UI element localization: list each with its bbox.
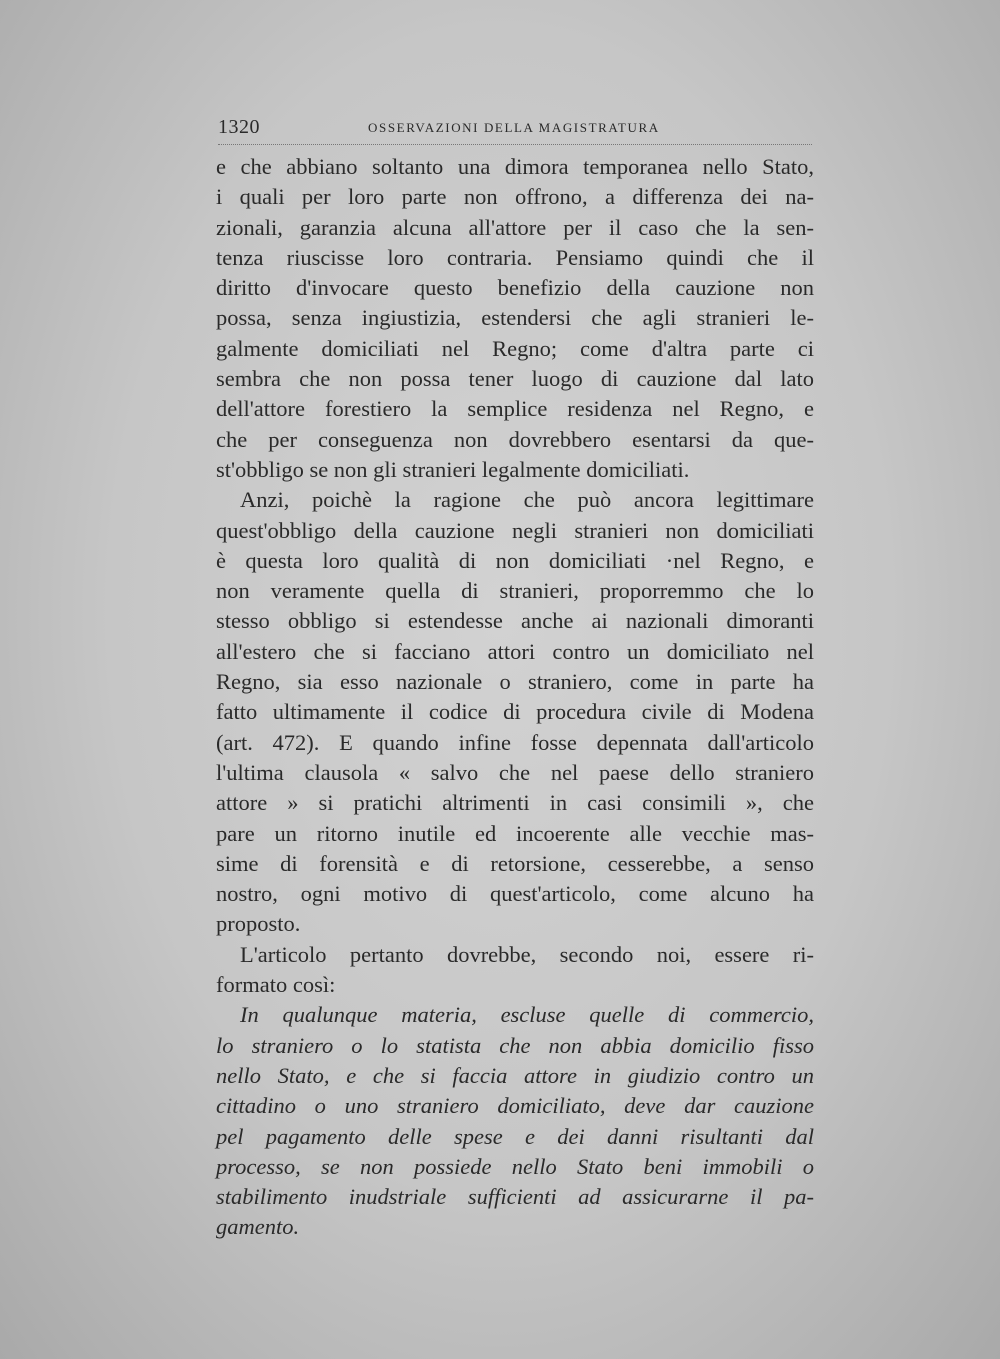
- text-line: quest'obbligo della cauzione negli stranieri non domiciliati: [216, 517, 814, 543]
- text-line: che per conseguenza non dovrebbero esentarsi da que-: [216, 426, 814, 452]
- text-line: i quali per loro parte non offrono, a differenza dei na-: [216, 184, 814, 210]
- quoted-article-line: stabilimento inudstriale sufficienti ad assicurarne il pa-: [216, 1184, 814, 1210]
- text-line: nostro, ogni motivo di quest'articolo, come alcuno ha: [216, 881, 814, 907]
- text-line: formato così:: [216, 972, 336, 998]
- text-line: diritto d'invocare questo benefizio della cauzione non: [216, 275, 814, 301]
- text-line: attore » si pratichi altrimenti in casi consimili », che: [216, 790, 814, 816]
- quoted-article-line: lo straniero o lo statista che non abbia domicilio fisso: [216, 1032, 814, 1058]
- page-number: 1320: [218, 116, 260, 138]
- text-line: è questa loro qualità di non domiciliati ·nel Regno, e: [216, 547, 814, 573]
- text-line: Regno, sia esso nazionale o straniero, come in parte ha: [216, 669, 814, 695]
- text-line: all'estero che si facciano attori contro un domiciliato nel: [216, 638, 814, 664]
- quoted-article-line: cittadino o uno straniero domiciliato, deve dar cauzione: [216, 1093, 814, 1119]
- text-line: tenza riuscisse loro contraria. Pensiamo quindi che il: [216, 244, 814, 270]
- quoted-article-line: pel pagamento delle spese e dei danni risultanti dal: [216, 1123, 814, 1149]
- text-line: Anzi, poichè la ragione che può ancora legittimare: [240, 487, 814, 513]
- text-line: sime di forensità e di retorsione, cesserebbe, a senso: [216, 850, 814, 876]
- quoted-article-line: nello Stato, e che si faccia attore in giudizio contro un: [216, 1062, 814, 1088]
- text-line: l'ultima clausola « salvo che nel paese dello straniero: [216, 759, 814, 785]
- text-line: pare un ritorno inutile ed incoerente alle vecchie mas-: [216, 820, 814, 846]
- page-header: [218, 116, 812, 140]
- quoted-article-line: processo, se non possiede nello Stato beni immobili o: [216, 1153, 814, 1179]
- text-line: fatto ultimamente il codice di procedura civile di Modena: [216, 699, 814, 725]
- text-line: dell'attore forestiero la semplice residenza nel Regno, e: [216, 396, 814, 422]
- body-text: [216, 152, 814, 1243]
- text-line: sembra che non possa tener luogo di cauzione dal lato: [216, 366, 814, 392]
- text-line: e che abbiano soltanto una dimora temporanea nello Stato,: [216, 154, 814, 179]
- text-line: (art. 472). E quando infine fosse depennata dall'articolo: [216, 729, 814, 755]
- quoted-article-line: gamento.: [216, 1214, 300, 1240]
- text-line: proposto.: [216, 911, 301, 937]
- text-line: L'articolo pertanto dovrebbe, secondo noi, essere ri-: [240, 941, 814, 967]
- quoted-article-line: In qualunque materia, escluse quelle di commercio,: [240, 1002, 814, 1028]
- text-line: stesso obbligo si estendesse anche ai nazionali dimoranti: [216, 608, 814, 634]
- text-line: possa, senza ingiustizia, estendersi che agli stranieri le-: [216, 305, 814, 331]
- text-line: galmente domiciliati nel Regno; come d'altra parte ci: [216, 335, 814, 361]
- header-rule: [218, 144, 812, 145]
- text-line: non veramente quella di stranieri, proporremmo che lo: [216, 578, 814, 604]
- text-line: st'obbligo se non gli stranieri legalmente domiciliati.: [216, 456, 690, 482]
- running-title: OSSERVAZIONI DELLA MAGISTRATURA: [368, 120, 660, 135]
- text-line: zionali, garanzia alcuna all'attore per il caso che la sen-: [216, 214, 814, 240]
